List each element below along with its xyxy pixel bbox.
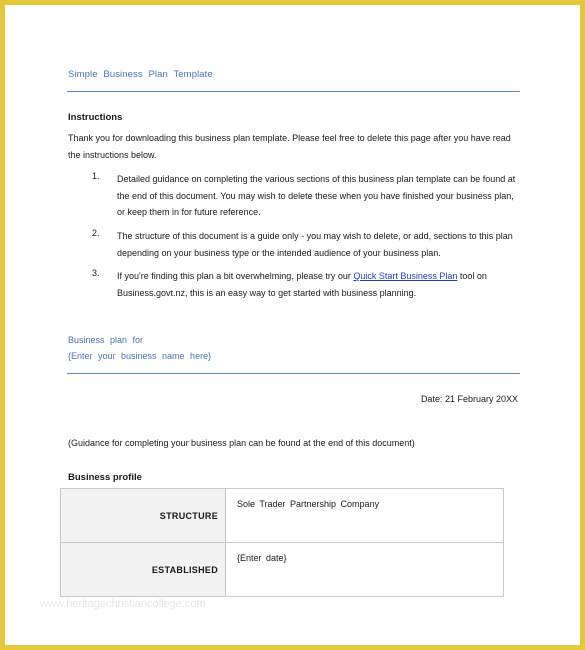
- date-text: Date: 21 February 20XX: [420, 394, 518, 404]
- table-row: [61, 543, 504, 597]
- title-divider: [67, 91, 520, 92]
- guidance-note: (Guidance for completing your business plan can be found at the end of this document): [68, 438, 415, 448]
- list-text: The structure of this document is a guide only - you may wish to delete, or add, sections to this plan depending on your business type or the intended audience of your business plan.: [117, 231, 513, 258]
- intro-paragraph: Thank you for downloading this business plan template. Please feel free to delete this page after you have read the instructions below.: [68, 133, 511, 160]
- list-number: 3.: [92, 268, 100, 278]
- list-number: 2.: [92, 228, 100, 238]
- list-number: 1.: [92, 171, 100, 181]
- list-text-before: If you're finding this plan a bit overwhelming, please try our: [117, 271, 354, 281]
- business-profile-table: [60, 488, 504, 597]
- established-label: ESTABLISHED: [61, 543, 226, 597]
- list-text: Detailed guidance on completing the various sections of this business plan template can be found at the end of this document. You may wish to delete these when you have finished your business plan, or keep them in for future reference.: [117, 174, 516, 217]
- business-name-divider: [67, 373, 520, 374]
- document-title: Simple Business Plan Template: [68, 69, 213, 80]
- list-text: [117, 268, 517, 301]
- business-plan-for-label: Business plan for: [68, 335, 144, 345]
- business-profile-heading: Business profile: [68, 472, 142, 483]
- instructions-heading: Instructions: [68, 112, 123, 123]
- watermark: www.heritagechristiancollege.com: [40, 598, 206, 610]
- structure-label: STRUCTURE: [61, 489, 226, 543]
- established-value[interactable]: {Enter date}: [226, 543, 504, 597]
- table-row: [61, 489, 504, 543]
- structure-value[interactable]: Sole Trader Partnership Company: [226, 489, 504, 543]
- business-name-placeholder[interactable]: {Enter your business name here}: [68, 351, 212, 361]
- quick-start-link[interactable]: Quick Start Business Plan: [353, 271, 458, 281]
- list-text-after: tool on Business.govt.nz, this is an easy way to get started with business planning.: [117, 271, 487, 298]
